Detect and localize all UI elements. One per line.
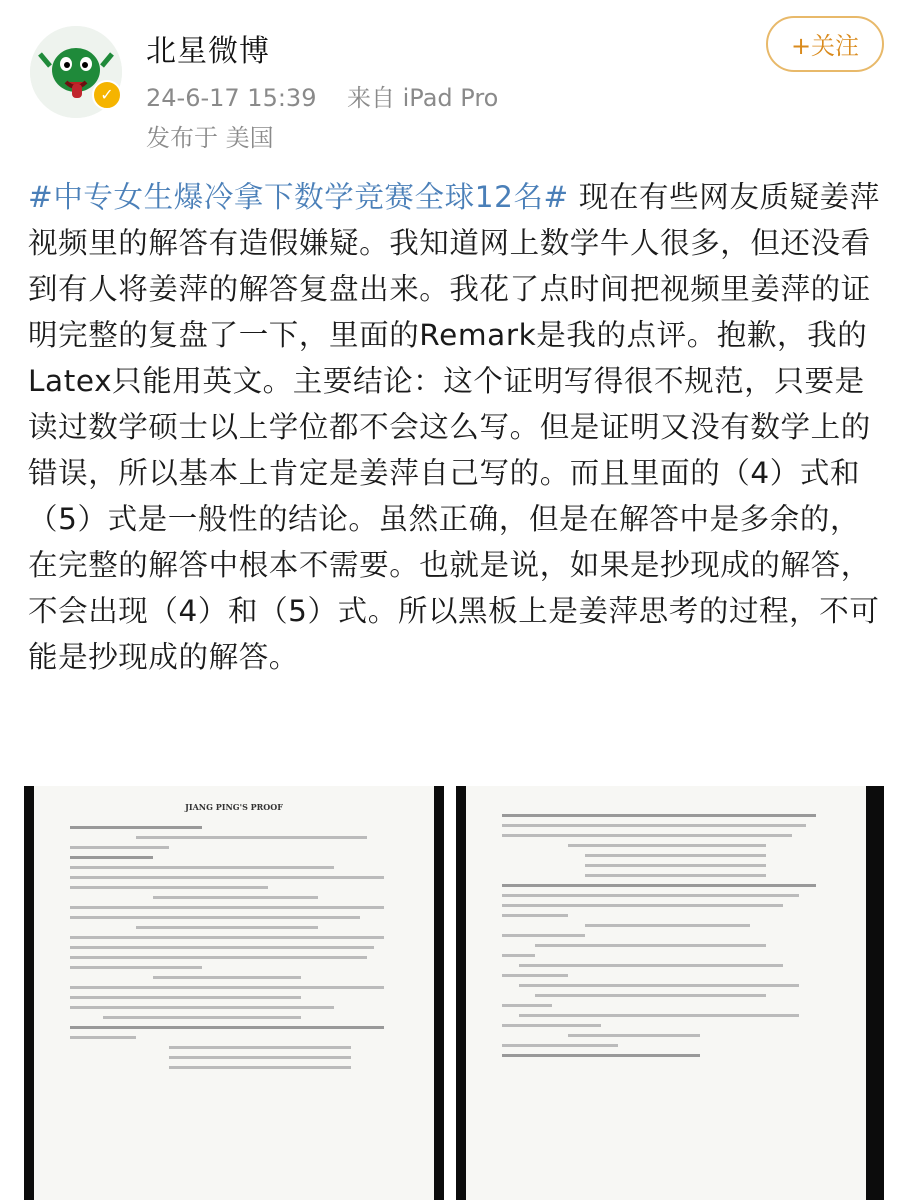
image-thumbnail-2[interactable] [456,786,884,1200]
follow-button[interactable]: +关注 [766,16,884,72]
post-header [0,0,912,160]
timestamp: 24-6-17 15:39 [146,84,317,112]
image-thumbnail-1[interactable] [24,786,444,1200]
proof-title: JIANG PING'S PROOF [185,802,283,812]
post-body: 现在有些网友质疑姜萍视频里的解答有造假嫌疑。我知道网上数学牛人很多，但还没看到有人将姜萍的解答复盘出来。我花了点时间把视频里姜萍的证明完整的复盘了一下，里面的Remark是我的点评。抱歉，我的Latex只能用英文。主要结论：这个证明写得很不规范，只要是读过数学硕士以上学位都不会这么写。但是证明又没有数学上的错误，所以基本上肯定是姜萍自己写的。而且里面的（4）式和（5）式是一般性的结论。虽然正确，但是在解答中是多余的，在完整的解答中根本不需要。也就是说，如果是抄现成的解答，不会出现（4）和（5）式。所以黑板上是姜萍思考的过程，不可能是抄现成的解答。 [28,180,880,674]
post-text [28,174,890,680]
location: 发布于 美国 [146,124,274,152]
post-meta [146,78,498,113]
hashtag-link[interactable]: #中专女生爆冷拿下数学竞赛全球12名# [28,180,569,214]
username[interactable]: 北星微博 [146,34,270,69]
verified-badge-icon: ✓ [92,80,122,110]
proof-page-2 [466,786,866,1200]
proof-page-1 [34,786,434,1200]
proof-text-lines [70,826,400,1076]
proof-text-lines [502,814,832,1064]
source: 来自 iPad Pro [347,84,499,112]
image-gallery [0,786,912,1200]
